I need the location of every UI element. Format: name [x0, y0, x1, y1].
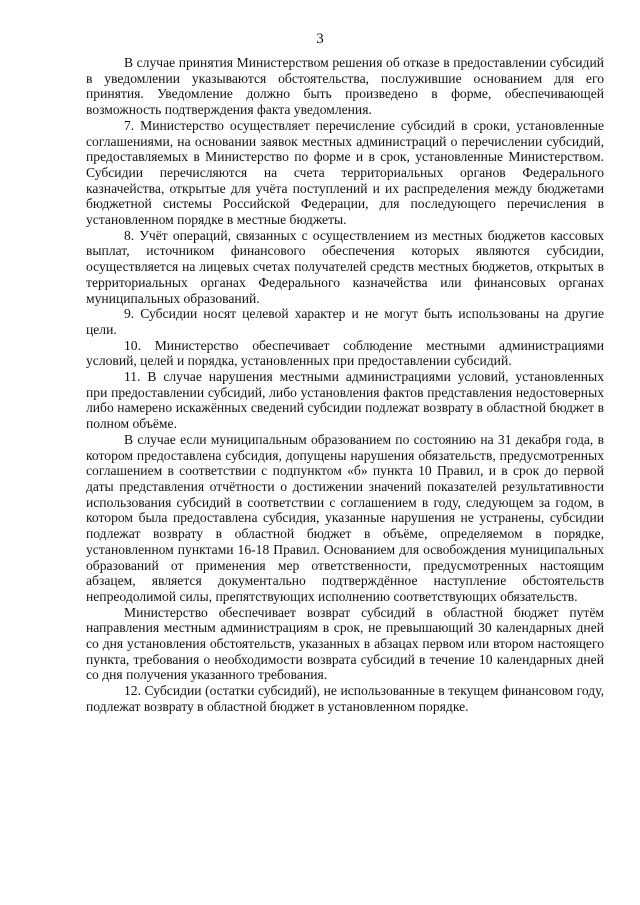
paragraph-8-accounting: 8. Учёт операций, связанных с осуществлением из местных бюджетов кассовых выплат, источником финансового обеспечения которых являются субсидии, осуществляется на лицевых счетах получателей средств местных бюджетов, открытых в территориальных органах Федерального казначейства или финансовых органах муниципальных образований. [86, 227, 604, 306]
paragraph-11-violations: 11. В случае нарушения местными администрациями условий, установленных при предоставлении субсидий, либо установления фактов представления недостоверных либо намерено искажённых сведений субсидии подлежат возврату в областной бюджет в полном объёме. [86, 369, 604, 432]
paragraph-12-unused: 12. Субсидии (остатки субсидий), не использованные в текущем финансовом году, подлежат возврату в областной бюджет в установленном порядке. [86, 683, 604, 714]
paragraph-11-year-end: В случае если муниципальным образованием по состоянию на 31 декабря года, в котором предоставлена субсидия, допущены нарушения обязательств, предусмотренных соглашением в соответствии с подпунктом «б» пункта 10 Правил, и в срок до первой даты представления отчётности о достижении значений показателей результативности использования субсидий в соответствии с соглашением в году, следующем за годом, в котором была предоставлена субсидия, указанные нарушения не устранены, субсидии подлежат возврату в областной бюджет в объёме, определяемом в порядке, установленном пунктами 16-18 Правил. Основанием для освобождения муниципальных образований от применения мер ответственности, предусмотренных настоящим абзацем, является документально подтверждённое наступление обстоятельств непреодолимой силы, препятствующих исполнению соответствующих обязательств. [86, 431, 604, 604]
paragraph-10-compliance: 10. Министерство обеспечивает соблюдение местными администрациями условий, целей и порядка, установленных при предоставлении субсидий. [86, 337, 604, 369]
paragraph-7-transfer: 7. Министерство осуществляет перечисление субсидий в сроки, установленные соглашениями, на основании заявок местных администраций о перечислении субсидий, предоставляемых в Министерство по форме и в срок, установленные Министерством. Субсидии перечисляются на счета территориальных органов Федерального казначейства, открытые для учёта поступлений и их распределения между бюджетами бюджетной системы Российской Федерации, для последующего перечисления в установленном порядке в местные бюджеты. [86, 117, 604, 228]
paragraph-9-purpose: 9. Субсидии носят целевой характер и не могут быть использованы на другие цели. [86, 306, 604, 337]
paragraph-refusal-notification: В случае принятия Министерством решения об отказе в предоставлении субсидий в уведомлении указываются обстоятельства, послужившие основанием для его принятия. Уведомление должно быть произведено в форме, обеспечивающей возможность подтверждения факта уведомления. [86, 55, 604, 118]
paragraph-11-return: Министерство обеспечивает возврат субсидий в областной бюджет путём направления местным администрациям в срок, не превышающий 30 календарных дней со дня установления обстоятельств, указанных в абзацах первом или втором настоящего пункта, требования о необходимости возврата субсидий в течение 10 календарных дней со дня получения указанного требования. [86, 604, 604, 683]
page-number: 3 [316, 31, 324, 47]
document-body [86, 55, 604, 715]
